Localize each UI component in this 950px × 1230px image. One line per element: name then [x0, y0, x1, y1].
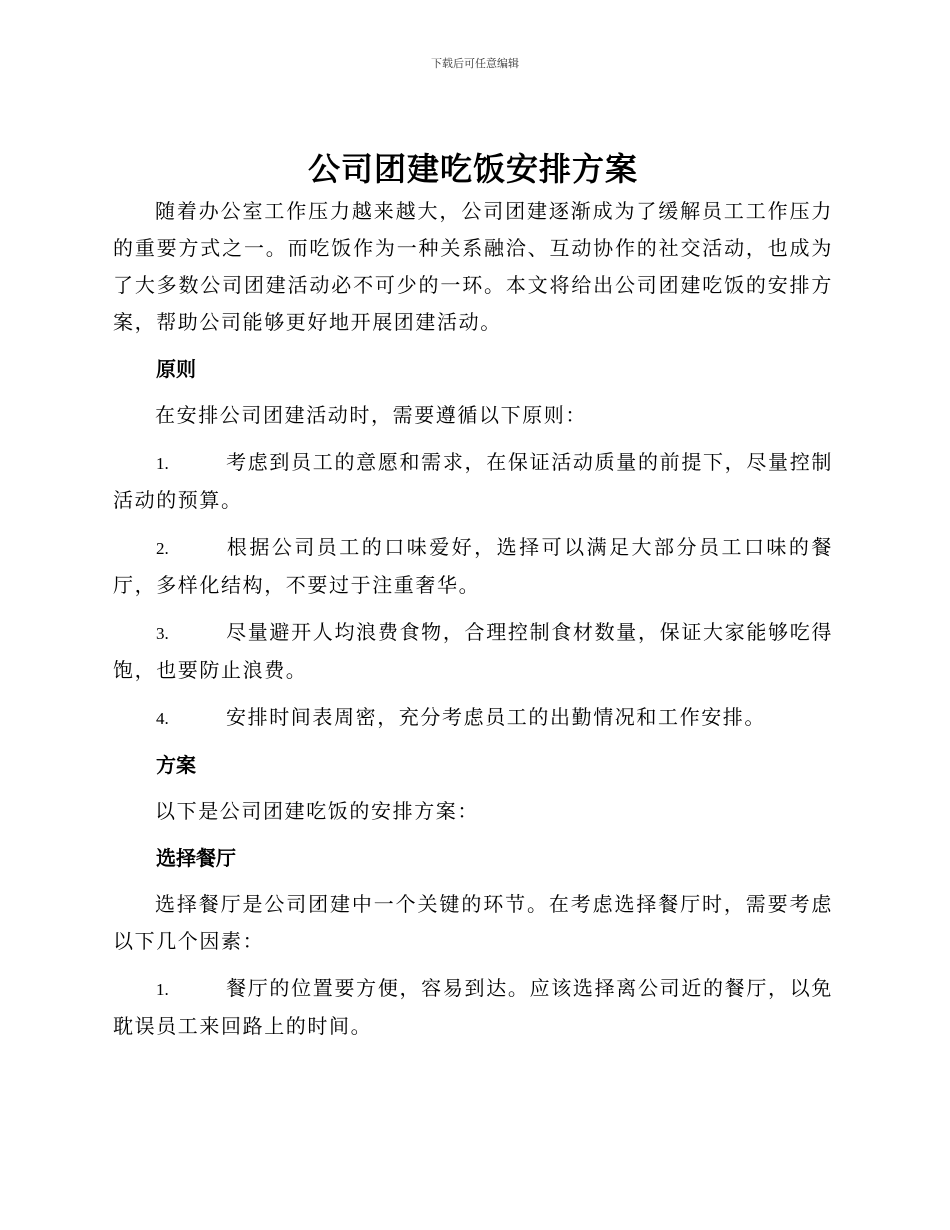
list-item-text: 安排时间表周密，充分考虑员工的出勤情况和工作安排。	[226, 705, 766, 729]
list-item-text: 考虑到员工的意愿和需求，在保证活动质量的前提下，尽量控制活动的预算。	[113, 450, 833, 512]
section-heading-restaurant: 选择餐厅	[156, 846, 236, 870]
restaurant-item-1	[113, 970, 833, 1045]
plan-lead: 以下是公司团建吃饭的安排方案：	[155, 799, 479, 823]
principle-item-4	[113, 699, 833, 737]
list-number: 4.	[156, 709, 169, 728]
list-number: 2.	[156, 539, 169, 558]
intro-paragraph: 随着办公室工作压力越来越大，公司团建逐渐成为了缓解员工工作压力的重要方式之一。而吃饭作为一种关系融洽、互动协作的社交活动，也成为了大多数公司团建活动必不可少的一环。本文将给出公司团建吃饭的安排方案，帮助公司能够更好地开展团建活动。	[113, 199, 833, 334]
header-note: 下载后可任意编辑	[431, 57, 519, 70]
list-number: 3.	[156, 624, 169, 643]
document-title: 公司团建吃饭安排方案	[307, 150, 638, 188]
list-item-text: 餐厅的位置要方便，容易到达。应该选择离公司近的餐厅，以免耽误员工来回路上的时间。	[113, 976, 833, 1038]
document-body	[113, 145, 833, 1045]
restaurant-lead: 选择餐厅是公司团建中一个关键的环节。在考虑选择餐厅时，需要考虑以下几个因素：	[113, 892, 833, 953]
principle-item-1	[113, 444, 833, 519]
principles-lead: 在安排公司团建活动时，需要遵循以下原则：	[155, 403, 587, 427]
principle-item-2	[113, 529, 833, 604]
list-number: 1.	[156, 980, 169, 999]
section-heading-plan: 方案	[156, 753, 196, 777]
list-item-text: 根据公司员工的口味爱好，选择可以满足大部分员工口味的餐厅，多样化结构，不要过于注重奢华。	[113, 535, 833, 597]
list-item-text: 尽量避开人均浪费食物，合理控制食材数量，保证大家能够吃得饱，也要防止浪费。	[113, 620, 833, 682]
section-heading-principles: 原则	[156, 357, 196, 381]
list-number: 1.	[156, 454, 169, 473]
principle-item-3	[113, 614, 833, 689]
